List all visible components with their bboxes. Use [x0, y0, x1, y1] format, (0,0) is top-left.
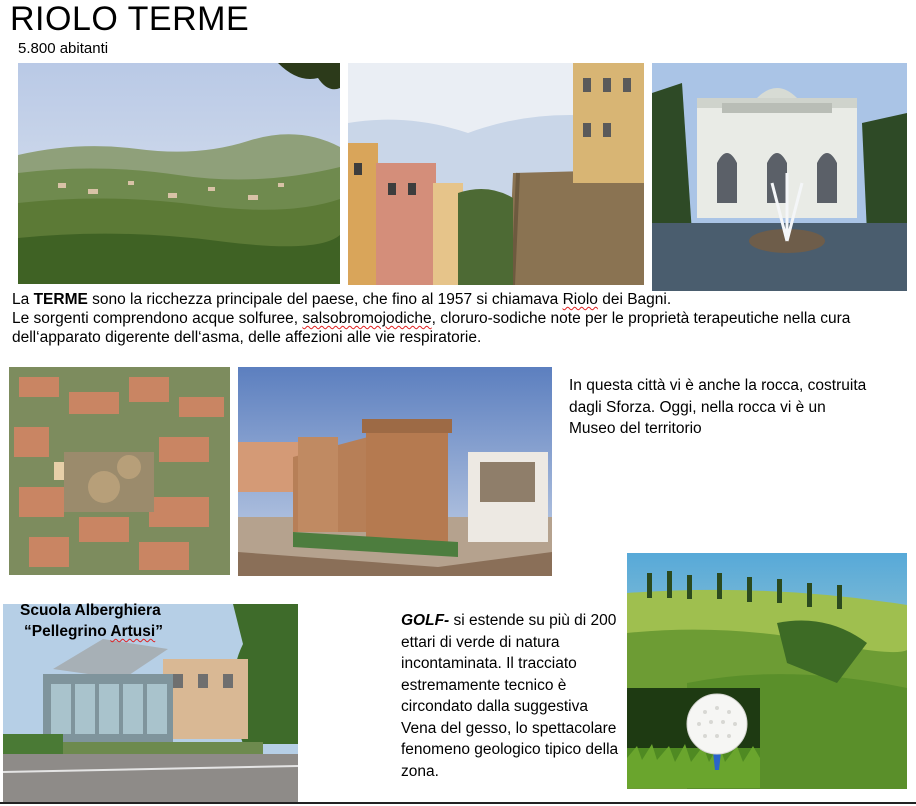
street-walls-photo [348, 63, 644, 285]
school-quote-open: “Pellegrino [24, 623, 111, 640]
golf-text: si estende su più di 200 ettari di verde di natura incontaminata. Il tracciato estremamente tecnico è circondato dalla suggestiva Vena del gesso, lo spettacolare fenomeno geologico tipico della zona. [401, 612, 619, 780]
terme-description [12, 290, 912, 347]
terme-text-mid1: sono la ricchezza principale del paese, che fino al 1957 si chiamava [87, 291, 563, 308]
artusi-word: Artusi [110, 623, 156, 640]
springs-text-post: , cloruro-sodiche note per le proprietà terapeutiche nella cura dell‘apparato digerente dell‘asma, delle affezioni alle vie respiratorie. [12, 310, 851, 346]
landscape-photo [18, 63, 340, 284]
golf-description [401, 610, 626, 782]
school-line-2 [20, 621, 163, 642]
salso-word: salsobromojodiche [302, 310, 432, 327]
terme-building-photo [652, 63, 907, 291]
golf-label: GOLF- [401, 612, 450, 629]
rocca-fortress-photo [238, 367, 552, 576]
hotel-school-caption [20, 600, 163, 642]
springs-text-pre: Le sorgenti comprendono acque solfuree, [12, 310, 303, 327]
page-title: RIOLO TERME [10, 0, 250, 38]
golf-ball-photo [627, 688, 760, 788]
population-label: 5.800 abitanti [18, 40, 109, 57]
riolo-word: Riolo [562, 291, 598, 308]
terme-text-pre: La [12, 291, 34, 308]
bottom-divider [0, 802, 916, 804]
terme-text-mid2: dei Bagni. [597, 291, 672, 308]
school-line-1: Scuola Alberghiera [20, 602, 161, 619]
school-quote-close: ” [155, 623, 163, 640]
rocca-description: In questa città vi è anche la rocca, costruita dagli Sforza. Oggi, nella rocca vi è un Museo del territorio [569, 377, 867, 437]
terme-keyword: TERME [33, 291, 88, 308]
aerial-town-photo [9, 367, 230, 575]
